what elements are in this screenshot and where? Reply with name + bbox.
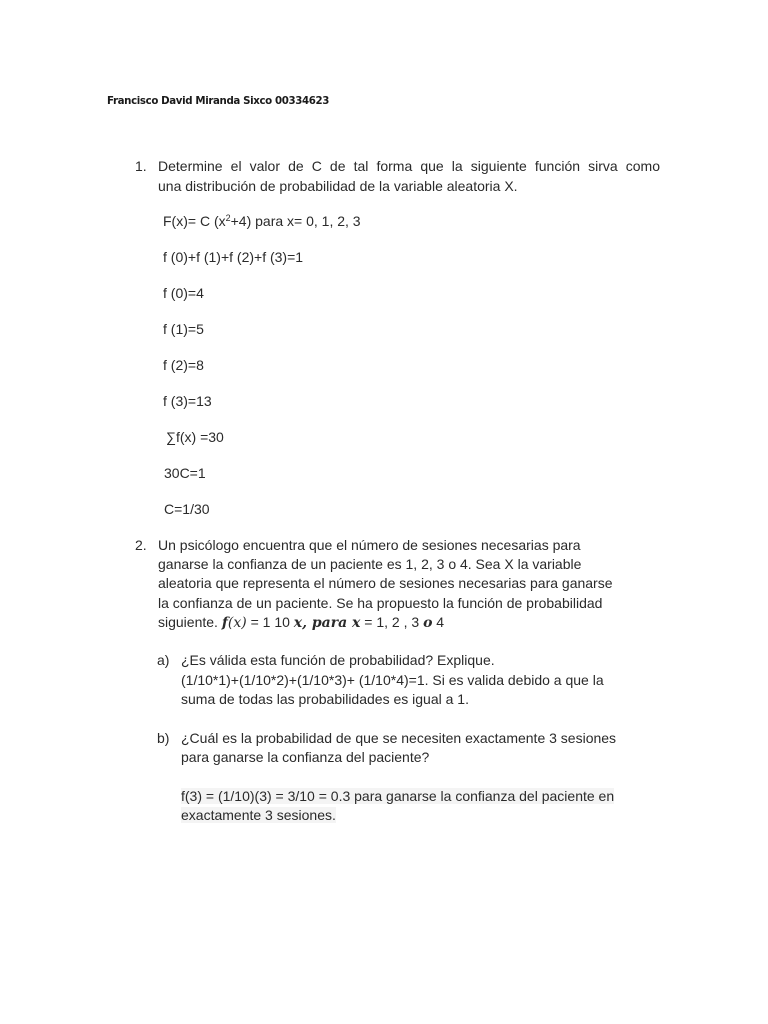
question-text: una distribución de probabilidad de la variable aleatoria X. (158, 178, 518, 194)
subquestion-label: b) (157, 730, 170, 746)
highlighted-answer: f(3) = (1/10)(3) = 3/10 = 0.3 para ganarse la confianza del paciente en (181, 788, 615, 804)
function-definition (163, 211, 361, 231)
value-f0: f (0)=4 (163, 285, 204, 301)
text-part: 4 (432, 614, 445, 630)
equation: 30C=1 (164, 465, 206, 481)
sum-total: ∑f(x) =30 (166, 429, 224, 445)
question-text-with-formula (158, 612, 444, 633)
value-f2: f (2)=8 (163, 357, 204, 373)
function-part: F(x)= C (x (163, 213, 226, 229)
formula-part: (x) (227, 615, 247, 631)
subquestion-text: ¿Cuál es la probabilidad de que se necesiten exactamente 3 sesiones (181, 730, 617, 746)
formula-part: o (423, 615, 433, 631)
question-text: aleatoria que representa el número de sesiones necesarias para ganarse (158, 575, 613, 591)
text-part: siguiente. (158, 614, 222, 630)
function-part: +4) para x= 0, 1, 2, 3 (230, 213, 361, 229)
subquestion-answer: (1/10*1)+(1/10*2)+(1/10*3)+ (1/10*4)=1. Si es valida debido a que la (181, 672, 604, 688)
highlighted-answer: exactamente 3 sesiones. (181, 807, 336, 823)
subquestion-text: para ganarse la confianza del paciente? (181, 749, 430, 765)
author-header: Francisco David Miranda Sixco 00334623 (107, 94, 329, 107)
question-text: ganarse la confianza de un paciente es 1, 2, 3 o 4. Sea X la variable (158, 556, 582, 572)
formula-part: x, para x (293, 615, 361, 631)
subquestion-answer: suma de todas las probabilidades es igual a 1. (181, 691, 469, 707)
exponent: 2 (225, 213, 231, 223)
subquestion-label: a) (157, 652, 170, 668)
question-text: Determine el valor de C de tal forma que la siguiente función sirva como (158, 158, 660, 174)
subquestion-text: ¿Es válida esta función de probabilidad? Explique. (181, 652, 495, 668)
sum-equation: f (0)+f (1)+f (2)+f (3)=1 (163, 249, 304, 265)
value-f3: f (3)=13 (163, 393, 212, 409)
text-part: = 1 10 (246, 614, 294, 630)
answer: C=1/30 (164, 501, 210, 517)
question-text: la confianza de un paciente. Se ha propuesto la función de probabilidad (158, 595, 603, 611)
question-number: 2. (135, 537, 147, 553)
text-part: = 1, 2 , 3 (360, 614, 424, 630)
question-number: 1. (135, 158, 147, 174)
subquestion-answer (181, 805, 336, 825)
value-f1: f (1)=5 (163, 321, 204, 337)
question-text: Un psicólogo encuentra que el número de sesiones necesarias para (158, 537, 581, 553)
formula-part: f (221, 615, 228, 631)
subquestion-answer (181, 786, 614, 806)
